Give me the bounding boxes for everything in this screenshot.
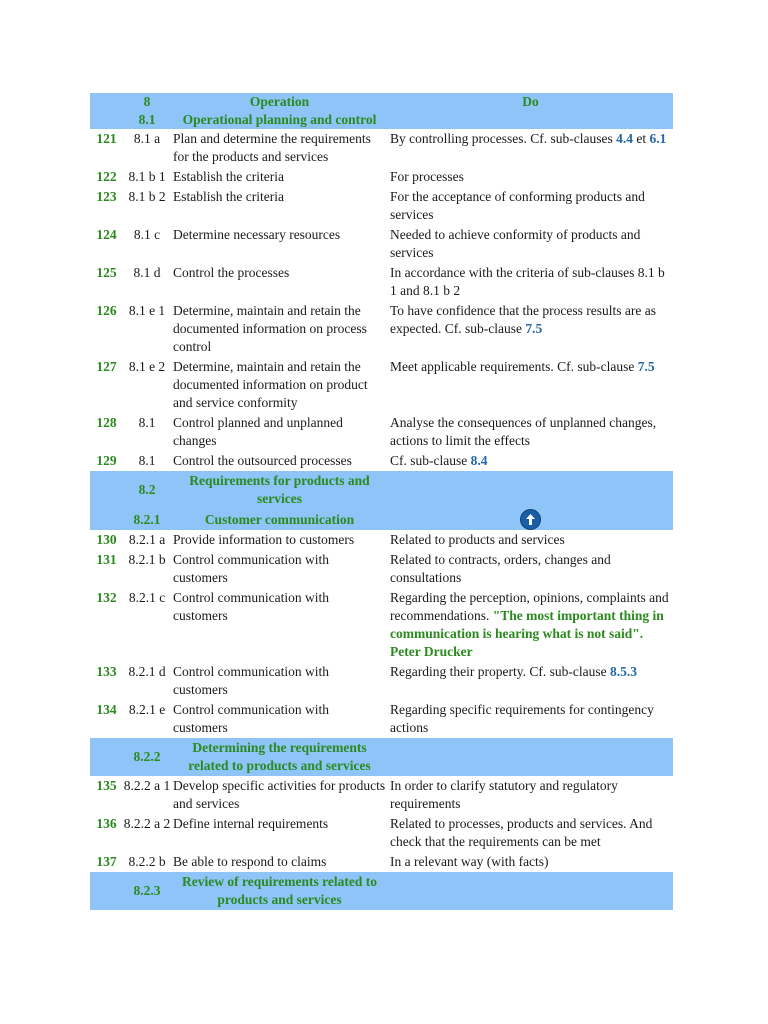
row-number: 132 xyxy=(96,590,117,605)
row-number: 126 xyxy=(96,303,117,318)
clause-link[interactable]: 7.5 xyxy=(525,321,543,336)
row-number: 130 xyxy=(96,532,117,547)
section-right-cell xyxy=(388,471,673,509)
row-number: 123 xyxy=(96,189,117,204)
clause-ref: 8.2.2 b xyxy=(128,854,166,869)
row-number: 137 xyxy=(96,854,117,869)
drucker-quote: "The most important thing in communication is hearing what is not said". Peter Drucker xyxy=(390,608,664,659)
table-row xyxy=(90,700,673,738)
clause-ref: 8.1 e 2 xyxy=(128,359,166,374)
operation-cell: Define internal requirements xyxy=(173,816,329,831)
section-title: Review of requirements related to products and services xyxy=(171,872,388,910)
blank-cell xyxy=(90,509,123,530)
row-number: 129 xyxy=(96,453,117,468)
operation-header: Operation xyxy=(171,93,388,111)
row-number: 128 xyxy=(96,415,117,430)
table-row xyxy=(90,776,673,814)
clause-link[interactable]: 8.5.3 xyxy=(609,664,637,679)
operation-cell: Control communication with customers xyxy=(173,664,329,697)
table-row xyxy=(90,530,673,550)
do-cell: In a relevant way (with facts) xyxy=(390,854,549,869)
row-number: 136 xyxy=(96,816,117,831)
section-right-cell xyxy=(388,738,673,776)
table-row xyxy=(90,301,673,357)
do-cell: For processes xyxy=(390,169,464,184)
row-number: 133 xyxy=(96,664,117,679)
section-8-2-row xyxy=(90,471,673,509)
clause-ref: 8.2.1 b xyxy=(128,552,166,567)
blank-cell xyxy=(90,872,123,910)
row-number: 127 xyxy=(96,359,117,374)
table-row xyxy=(90,167,673,187)
do-cell: Meet applicable requirements. Cf. sub-clause 7.5 xyxy=(390,359,655,374)
section-8-2-2-row xyxy=(90,738,673,776)
section-title: Customer communication xyxy=(171,509,388,530)
operation-cell: Determine, maintain and retain the documented information on product and service conformity xyxy=(173,359,368,410)
do-cell: In accordance with the criteria of sub-clauses 8.1 b 1 and 8.1 b 2 xyxy=(390,265,665,298)
section-right-cell xyxy=(388,872,673,910)
section-title: Determining the requirements related to products and services xyxy=(171,738,388,776)
section-right-cell xyxy=(388,509,673,530)
do-cell: In order to clarify statutory and regulatory requirements xyxy=(390,778,618,811)
clause-ref: 8.1 xyxy=(138,453,156,468)
operation-cell: Control planned and unplanned changes xyxy=(173,415,343,448)
do-cell: To have confidence that the process results are as expected. Cf. sub-clause 7.5 xyxy=(390,303,656,336)
operation-cell: Plan and determine the requirements for the products and services xyxy=(173,131,371,164)
operation-cell: Control the outsourced processes xyxy=(173,453,352,468)
blank-cell xyxy=(90,738,123,776)
do-cell: Cf. sub-clause 8.4 xyxy=(390,453,488,468)
operation-cell: Determine, maintain and retain the documented information on process control xyxy=(173,303,367,354)
do-cell: Needed to achieve conformity of products and services xyxy=(390,227,641,260)
clause-ref: 8.2.2 a 2 xyxy=(123,816,171,831)
operation-cell: Develop specific activities for products and services xyxy=(173,778,386,811)
section-title: Operational planning and control xyxy=(171,111,388,129)
clause-ref: 8.1 e 1 xyxy=(128,303,166,318)
do-cell: Related to products and services xyxy=(390,532,565,547)
clause-ref: 8.2.1 e xyxy=(128,702,166,717)
table-row xyxy=(90,662,673,700)
section-number: 8.2.3 xyxy=(123,872,171,910)
operation-cell: Be able to respond to claims xyxy=(173,854,327,869)
clause-ref: 8.1 b 2 xyxy=(128,189,166,204)
table-row xyxy=(90,814,673,852)
table-row xyxy=(90,129,673,167)
row-number: 121 xyxy=(96,131,117,146)
section-title: Requirements for products and services xyxy=(171,471,388,509)
do-cell: Analyse the consequences of unplanned changes, actions to limit the effects xyxy=(390,415,657,448)
clause-ref: 8.1 a xyxy=(133,131,161,146)
row-number: 122 xyxy=(96,169,117,184)
section-number: 8.2 xyxy=(123,471,171,509)
iso-requirements-table xyxy=(90,93,673,910)
clause-ref: 8.1 xyxy=(138,415,156,430)
clause-ref: 8.2.2 a 1 xyxy=(123,778,171,793)
section-8-2-3-row xyxy=(90,872,673,910)
do-cell: Regarding their property. Cf. sub-clause 8.5.3 xyxy=(390,664,637,679)
table-header-row xyxy=(90,93,673,111)
section-number: 8.2.2 xyxy=(123,738,171,776)
section-8-2-1-row xyxy=(90,509,673,530)
do-cell: By controlling processes. Cf. sub-clauses 4.4 et 6.1 xyxy=(390,131,667,146)
row-number: 131 xyxy=(96,552,117,567)
arrow-up-circle-icon[interactable] xyxy=(520,509,541,530)
operation-cell: Control communication with customers xyxy=(173,552,329,585)
operation-cell: Establish the criteria xyxy=(173,169,284,184)
row-number: 125 xyxy=(96,265,117,280)
table-row xyxy=(90,451,673,471)
do-header: Do xyxy=(388,93,673,111)
do-cell: Related to processes, products and services. And check that the requirements can be met xyxy=(390,816,653,849)
operation-cell: Control communication with customers xyxy=(173,702,329,735)
clause-link[interactable]: 4.4 xyxy=(616,131,633,146)
do-cell: Regarding specific requirements for contingency actions xyxy=(390,702,654,735)
blank-cell xyxy=(90,471,123,509)
clause-ref: 8.1 c xyxy=(133,227,161,242)
section-number: 8.1 xyxy=(123,111,171,129)
table-row xyxy=(90,357,673,413)
do-cell: Regarding the perception, opinions, complaints and recommendations. "The most important thing in communication is hearing what is not said". Peter Drucker xyxy=(390,590,669,659)
clause-ref: 8.2.1 d xyxy=(128,664,166,679)
clause-link[interactable]: 7.5 xyxy=(637,359,655,374)
clause-link[interactable]: 8.4 xyxy=(470,453,488,468)
operation-cell: Provide information to customers xyxy=(173,532,355,547)
section-number: 8.2.1 xyxy=(123,509,171,530)
table-row xyxy=(90,225,673,263)
table-row xyxy=(90,413,673,451)
operation-cell: Determine necessary resources xyxy=(173,227,341,242)
table-row xyxy=(90,588,673,662)
table-row xyxy=(90,852,673,872)
clause-ref: 8.1 d xyxy=(133,265,161,280)
clause-ref: 8.1 b 1 xyxy=(128,169,166,184)
table-row xyxy=(90,263,673,301)
table-row xyxy=(90,187,673,225)
clause-link[interactable]: 6.1 xyxy=(649,131,667,146)
chapter-number: 8 xyxy=(123,93,171,111)
clause-ref: 8.2.1 a xyxy=(128,532,166,547)
operation-cell: Establish the criteria xyxy=(173,189,284,204)
clause-ref: 8.2.1 c xyxy=(128,590,166,605)
do-cell: Related to contracts, orders, changes and consultations xyxy=(390,552,611,585)
section-header-row xyxy=(90,111,673,129)
row-number: 124 xyxy=(96,227,117,242)
operation-cell: Control the processes xyxy=(173,265,290,280)
operation-cell: Control communication with customers xyxy=(173,590,329,623)
do-cell: For the acceptance of conforming products and services xyxy=(390,189,645,222)
row-number: 135 xyxy=(96,778,117,793)
row-number: 134 xyxy=(96,702,117,717)
table-row xyxy=(90,550,673,588)
